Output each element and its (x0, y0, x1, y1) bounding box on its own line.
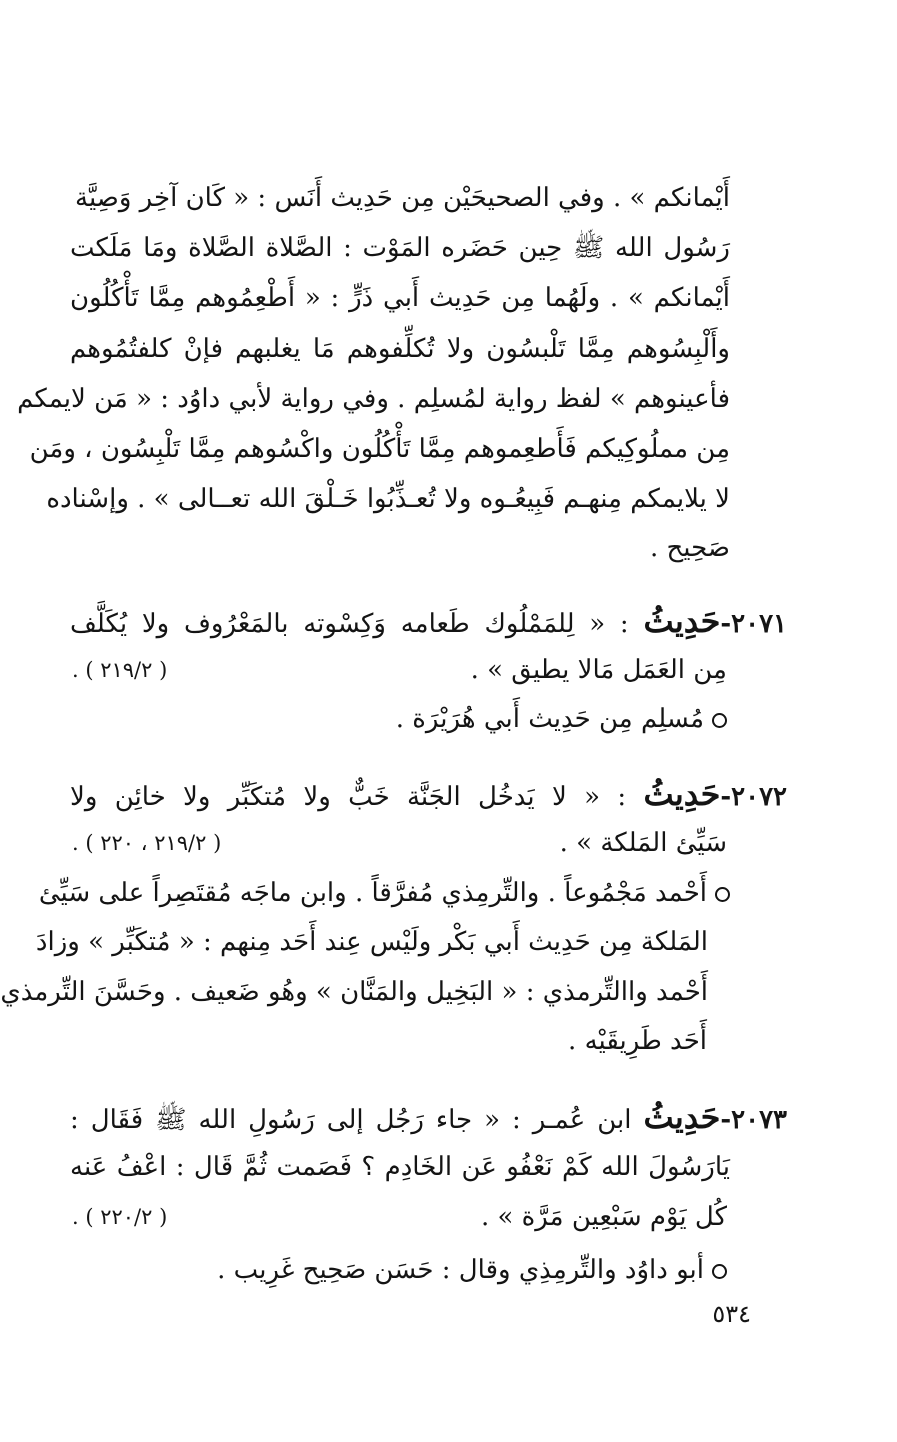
circle-bullet-icon (715, 887, 730, 902)
hadith-2072-note: أَحْمد واالتِّرمذي : « البَخِيل والمَنَّان » وهُو ضَعيف . وحَسَّنَ التِّرمذي (0, 977, 708, 1007)
hadith-keyword: حَدِيثُ (643, 602, 721, 640)
hadith-2071-note (396, 699, 727, 739)
hadith-2073-line3: كُل يَوْم سَبْعِين مَرَّة » . (480, 1202, 727, 1232)
hadith-keyword: حَدِيثُ (643, 775, 721, 813)
hadith-2073-line1 (70, 1097, 787, 1137)
page-number: ٥٣٤ (712, 1300, 751, 1328)
hadith-keyword: حَدِيثُ (643, 1098, 721, 1136)
hadith-2072-line1 (70, 774, 787, 814)
hadith-number: ٢٠٧٢- (720, 782, 788, 812)
intro-line: أَيْمانكم » . ولَهُما مِن حَدِيث أَبي ذَرٍّ : « أَطْعِمُوهم مِمَّا تَأْكُلُون (70, 283, 730, 313)
hadith-text: : « لِلمَمْلُوك طَعامه وَكِسْوته بالمَعْرُوف ولا يُكَلَّف (70, 609, 629, 639)
hadith-2072-note (38, 873, 730, 913)
intro-line: فأعينوهم » لفظ رواية لمُسلِم . وفي رواية لأبي داوُد : « مَن لايمكم (17, 384, 730, 414)
hadith-2073-ref: ( ٢٢٠/٢ ) . (72, 1205, 168, 1229)
hadith-2071-line1 (70, 601, 787, 641)
hadith-2072-ref: ( ٢١٩/٢ ، ٢٢٠ ) . (72, 831, 222, 855)
note-text: مُسلِم مِن حَدِيث أَبي هُرَيْرَة . (395, 704, 704, 734)
intro-line: صَحِيح . (649, 533, 730, 563)
circle-bullet-icon (712, 713, 727, 728)
hadith-2072-line2: سَيِّئ المَلكة » . (559, 828, 727, 858)
intro-line: مِن مملُوكِيكم فَأَطعِموهم مِمَّا تَأْكُلُون واكْسُوهم مِمَّا تَلْبِسُون ، ومَن (29, 434, 730, 464)
hadith-2073-note (217, 1250, 727, 1290)
hadith-number: ٢٠٧٣- (720, 1105, 788, 1135)
hadith-2072-note: أَحَد طَرِيقَيْه . (568, 1026, 707, 1056)
note-text: أبو داوُد والتِّرمِذِي وقال : حَسَن صَحِيح غَرِيب . (217, 1255, 704, 1285)
note-text: أَحْمد مَجْمُوعاً . والتِّرمِذي مُفرَّقاً . وابن ماجَه مُقتَصِراً على سَيِّئ (38, 878, 707, 908)
intro-line: وأَلْبِسُوهم مِمَّا تَلْبسُون ولا تُكلِّفوهم مَا يغلبهم فإنْ كلفتُمُوهم (70, 334, 730, 364)
hadith-text: ابن عُمـر : « جاء رَجُل إلى رَسُولِ الله ﷺ فَقَال : (70, 1105, 632, 1135)
hadith-2071-line2: مِن العَمَل مَالا يطيق » . (470, 655, 727, 685)
hadith-text: : « لا يَدخُل الجَنَّة خَبٌّ ولا مُتكَبِّر ولا خائِن ولا (70, 782, 627, 812)
intro-line: أَيْمانكم » . وفي الصحيحَيْن مِن حَدِيث أَنَس : « كَان آخِر وَصِيَّة (75, 183, 730, 213)
hadith-2071-ref: ( ٢١٩/٢ ) . (72, 658, 168, 682)
hadith-2073-line2: يَارَسُولَ الله كَمْ نَعْفُو عَن الخَادِم ؟ فَصَمت ثُمَّ قَال : اعْفُ عَنه (70, 1152, 730, 1182)
intro-line: لا يلايمكم مِنهـم فَبِيعُـوه ولا تُعـذِّبُوا خَـلْقَ الله تعــالى » . وإسْناده (46, 484, 730, 514)
circle-bullet-icon (712, 1264, 727, 1279)
intro-line: رَسُول الله ﷺ حِين حَضَره المَوْت : الصَّلاة الصَّلاة ومَا مَلَكت (70, 233, 730, 263)
hadith-2072-note: المَلكة مِن حَدِيث أَبي بَكْر ولَيْس عِند أَحَد مِنهم : « مُتكَبِّر » وزادَ (35, 927, 708, 957)
hadith-number: ٢٠٧١- (720, 609, 787, 639)
